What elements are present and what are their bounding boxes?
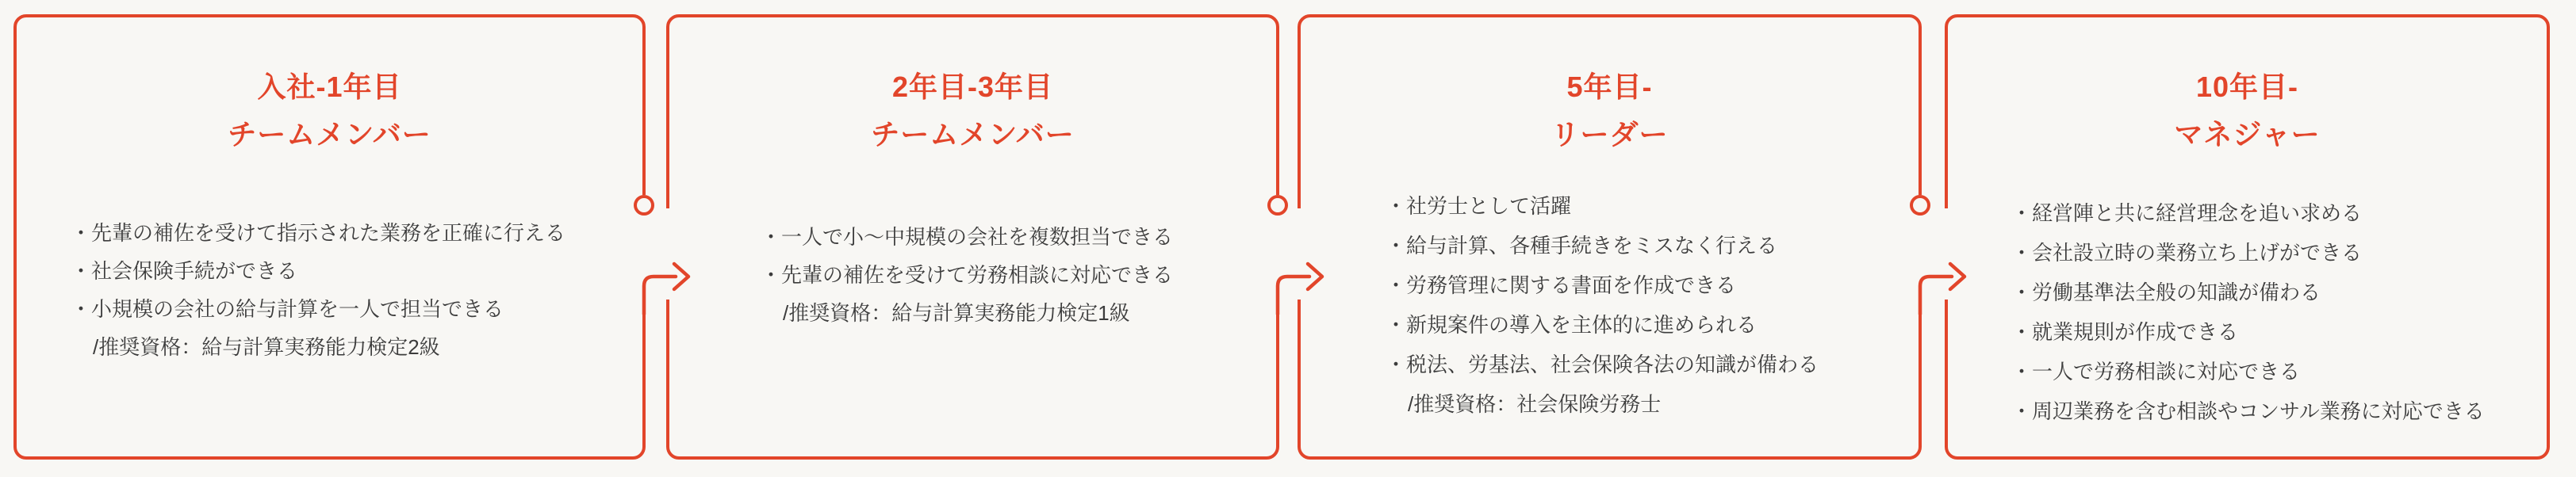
skill-item (71, 252, 565, 290)
skill-item-text: 社労士として活躍 (1406, 194, 1572, 218)
stage-skill-list (71, 214, 565, 366)
bullet-dot-icon: ・ (1386, 313, 1407, 337)
stage-card (1298, 14, 1922, 460)
skill-item (1386, 345, 1819, 384)
skill-item-text: 税法、労基法、社会保険各法の知識が備わる (1406, 353, 1819, 376)
skill-item-qualification (93, 328, 565, 366)
stage-title-role: チームメンバー (871, 118, 1075, 151)
skill-item (71, 214, 565, 252)
skill-item (2011, 391, 2485, 431)
stage-title-period: 5年目- (1566, 71, 1653, 103)
skill-item-text: 先輩の補佐を受けて指示された業務を正確に行える (91, 221, 566, 245)
bullet-dot-icon: ・ (1386, 234, 1407, 258)
stage-card (666, 14, 1279, 460)
skill-item-text: 労働基準法全般の知識が備わる (2032, 280, 2321, 304)
skill-item-text: 周辺業務を含む相談やコンサル業務に対応できる (2032, 399, 2485, 423)
bullet-dot-icon: ・ (2011, 320, 2033, 344)
bullet-dot-icon: ・ (761, 263, 782, 287)
skill-item-text: 給与計算、各種手続きをミスなく行える (1406, 234, 1778, 258)
skill-item (761, 256, 1173, 294)
bullet-dot-icon: ・ (71, 297, 92, 321)
stage-title-period: 2年目-3年目 (891, 71, 1054, 103)
bullet-dot-icon: ・ (71, 259, 92, 283)
connector-circle-icon (634, 195, 654, 216)
stage-title-role: マネジャー (2174, 118, 2321, 151)
bullet-dot-icon: ・ (2011, 280, 2033, 304)
skill-item (1386, 265, 1819, 305)
skill-item (2011, 352, 2485, 391)
skill-item-text: 新規案件の導入を主体的に進められる (1406, 313, 1758, 337)
stage-title (1948, 63, 2547, 158)
stage-skill-list (1386, 186, 1819, 424)
skill-item-text: 社会保険手続ができる (91, 259, 298, 283)
skill-item-qualification (783, 294, 1173, 332)
skill-item-text: /推奨資格：社会保険労務士 (1408, 392, 1662, 416)
skill-item-text: 会社設立時の業務立ち上げができる (2032, 241, 2363, 265)
skill-item-text: 労務管理に関する書面を作成できる (1406, 273, 1737, 297)
skill-item-qualification (1408, 384, 1819, 424)
bullet-dot-icon: ・ (1386, 194, 1407, 218)
skill-item (2011, 273, 2485, 312)
skill-item-text: 一人で労務相談に対応できる (2032, 360, 2301, 384)
skill-item (761, 218, 1173, 256)
stage-title (17, 63, 642, 158)
skill-item-text: 就業規則が作成できる (2032, 320, 2239, 344)
skill-item (2011, 312, 2485, 352)
connector-circle-icon (1910, 195, 1930, 216)
skill-item-text: 経営陣と共に経営理念を追い求める (2032, 201, 2363, 225)
stage-card (1945, 14, 2550, 460)
connector-arrow-icon (1906, 258, 1979, 315)
stage-title-period: 10年目- (2195, 71, 2299, 103)
skill-item-text: 先輩の補佐を受けて労務相談に対応できる (781, 263, 1174, 287)
bullet-dot-icon: ・ (761, 225, 782, 249)
stage-title-role: リーダー (1551, 118, 1669, 151)
bullet-dot-icon: ・ (2011, 360, 2033, 384)
bullet-dot-icon: ・ (2011, 201, 2033, 225)
connector-arrow-icon (1263, 258, 1336, 315)
skill-item (2011, 193, 2485, 233)
skill-item-text: 一人で小〜中規模の会社を複数担当できる (781, 225, 1174, 249)
stage-title (669, 63, 1276, 158)
bullet-dot-icon: ・ (2011, 399, 2033, 423)
stage-title-role: チームメンバー (228, 118, 431, 151)
skill-item (1386, 305, 1819, 345)
skill-item (1386, 226, 1819, 265)
bullet-dot-icon: ・ (71, 221, 92, 245)
bullet-dot-icon: ・ (2011, 241, 2033, 265)
skill-item-text: /推奨資格：給与計算実務能力検定1級 (783, 301, 1130, 325)
connector-circle-icon (1267, 195, 1288, 216)
skill-item-text: /推奨資格：給与計算実務能力検定2級 (93, 335, 440, 359)
bullet-dot-icon: ・ (1386, 273, 1407, 297)
stage-card (13, 14, 646, 460)
skill-item (2011, 233, 2485, 273)
bullet-dot-icon: ・ (1386, 353, 1407, 376)
stage-skill-list (2011, 193, 2485, 431)
skill-item-text: 小規模の会社の給与計算を一人で担当できる (91, 297, 504, 321)
skill-item (71, 290, 565, 328)
stage-skill-list (761, 218, 1173, 332)
connector-arrow-icon (630, 258, 703, 315)
stage-title-period: 入社-1年目 (257, 71, 402, 103)
skill-item (1386, 186, 1819, 226)
stage-title (1301, 63, 1919, 158)
